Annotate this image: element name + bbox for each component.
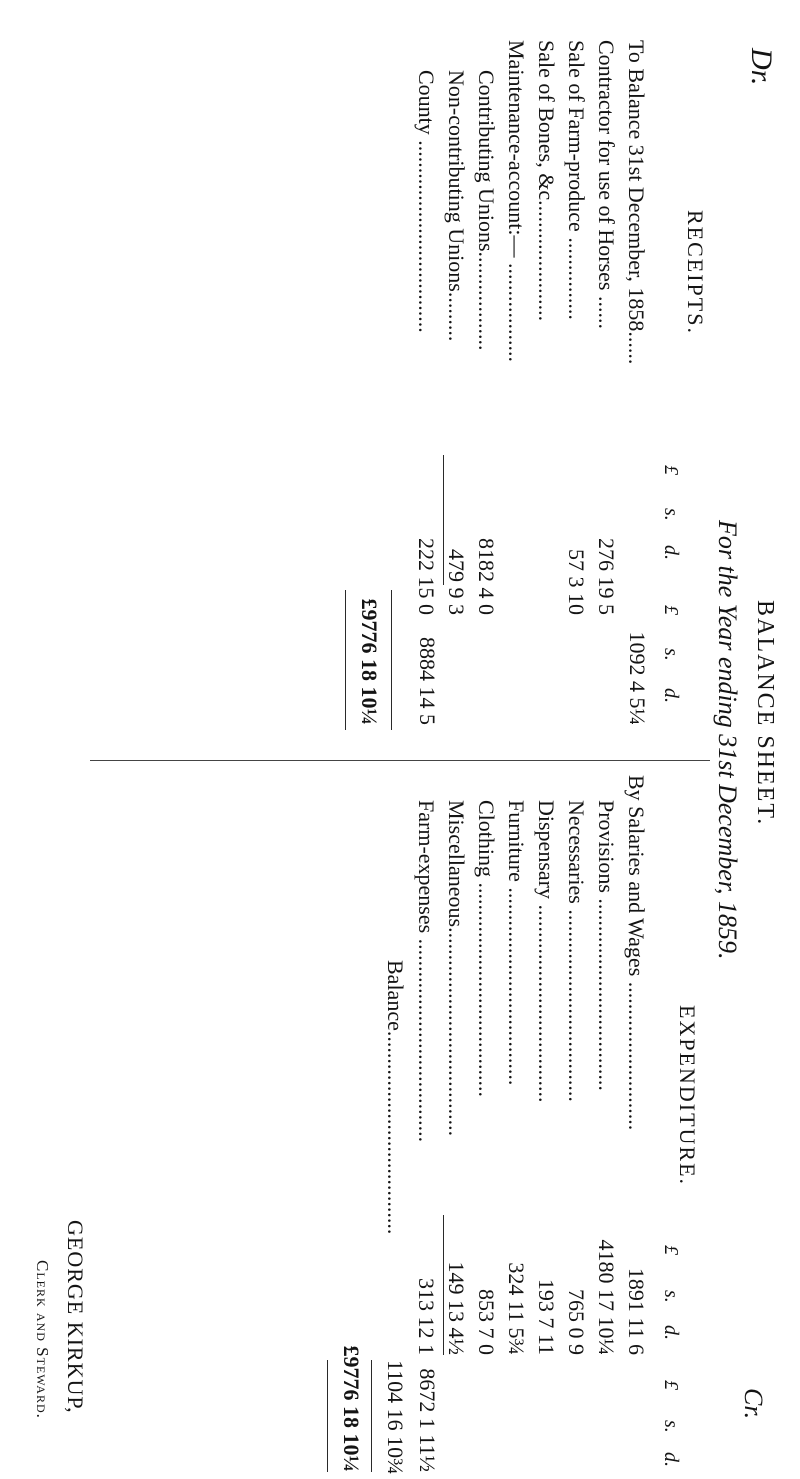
expenditure-heading: EXPENDITURE.: [675, 1005, 700, 1187]
receipts-unit-pounds2: £: [660, 605, 682, 615]
expenditure-row-value: 765 0 9: [564, 1289, 589, 1355]
expenditure-unit-shillings2: s.: [660, 1420, 682, 1433]
expenditure-row-value: 853 7 0: [474, 1289, 499, 1355]
receipts-subtotal: 1092 4 5¼: [625, 631, 650, 725]
receipts-unit-shillings: s.: [660, 508, 682, 521]
expenditure-row-value: 1891 11 6: [624, 1267, 649, 1355]
receipts-row: [502, 40, 530, 740]
expenditure-unit-pence: d.: [660, 1325, 682, 1340]
expenditure-total-rule: [371, 1360, 372, 1472]
balance-value: 1104 16 10¾: [383, 1360, 408, 1475]
receipts-total: £9776 18 10¼: [357, 598, 382, 725]
expenditure-row: [532, 800, 560, 1355]
expenditure-row: [592, 800, 620, 1355]
receipts-row-value: 57 3 10: [564, 549, 589, 615]
expenditure-row: [502, 800, 530, 1355]
receipts-row-value: 222 15 0: [414, 538, 439, 615]
expenditure-unit-pounds2: £: [660, 1380, 682, 1390]
expenditure-row-value: 149 13 4½: [444, 1261, 469, 1355]
expenditure-row-value: 4180 17 10¼: [594, 1239, 619, 1355]
receipts-unit-shillings2: s.: [660, 648, 682, 661]
signature-name: GEORGE KIRKUP,: [63, 1220, 88, 1414]
receipts-heading: RECEIPTS.: [683, 210, 708, 335]
expenditure-unit-pounds: £: [660, 1245, 682, 1255]
receipts-row-label: Contractor for use of Horses ......: [594, 40, 619, 329]
expenditure-row-label: Dispensary ....................................: [534, 800, 559, 1103]
receipts-total-underline: [345, 590, 346, 730]
receipts-total-rule: [391, 590, 392, 730]
expenditure-unit-pence2: d.: [660, 1452, 682, 1467]
dr-label: Dr.: [745, 48, 778, 86]
receipts-row-value: 8182 4 0: [474, 538, 499, 615]
expenditure-unit-shillings: s.: [660, 1290, 682, 1303]
receipts-row-label: Maintenance-account:— ..................: [504, 40, 529, 362]
receipts-row: [592, 40, 620, 740]
receipts-row-label: Non-contributing Unions.........: [444, 70, 469, 342]
expenditure-row-value: 324 11 5¾: [504, 1262, 529, 1355]
expenditure-total: £9776 18 10¼: [339, 1345, 364, 1472]
expenditure-row-value: 193 7 11: [534, 1278, 559, 1355]
receipts-row-label: Sale of Farm-produce ...............: [564, 40, 589, 320]
receipts-row: [442, 70, 470, 740]
receipts-row-label: County ...................................: [414, 70, 439, 333]
balance-label: Balance.....................................: [383, 960, 408, 1235]
receipts-row: [562, 40, 590, 740]
receipts-sum-rule: [443, 455, 444, 585]
page-subtitle: For the Year ending 31st December, 1859.: [713, 520, 742, 960]
expenditure-row-label: Miscellaneous......................................: [444, 800, 469, 1137]
expenditure-row-label: Furniture ....................................: [504, 800, 529, 1086]
expenditure-row: [412, 800, 440, 1355]
page-title: BALANCE SHEET.: [752, 600, 778, 827]
cr-label: Cr.: [739, 1388, 768, 1420]
expenditure-row-label: Necessaries ...................................: [564, 800, 589, 1102]
receipts-row-label: Sale of Bones, &c......................: [534, 40, 559, 322]
expenditure-row-label: Farm-expenses .....................................: [414, 800, 439, 1143]
expenditure-row-label: By Salaries and Wages ...........................: [624, 775, 649, 1131]
expenditure-row: [442, 800, 470, 1355]
expenditure-row-label: Provisions ...................................: [594, 800, 619, 1091]
expenditure-row-label: Clothing .......................................: [474, 800, 499, 1098]
receipts-row-label: To Balance 31st December, 1858......: [624, 40, 649, 365]
receipts-unit-pence: d.: [660, 545, 682, 560]
receipts-row: [532, 40, 560, 740]
receipts-unit-pounds: £: [660, 465, 682, 475]
receipts-row: [472, 70, 500, 740]
expenditure-row: [472, 800, 500, 1355]
expenditure-row-value: 313 12 1: [414, 1278, 439, 1355]
section-divider: [90, 760, 710, 761]
receipts-row-label: Contributing Unions..................: [474, 70, 499, 351]
receipts-maintenance-total: 8884 14 5: [415, 637, 440, 725]
receipts-row-value: 276 19 5: [594, 538, 619, 615]
expenditure-total-underline: [327, 1360, 328, 1472]
signature-title: Clerk and Steward.: [33, 1260, 52, 1419]
expenditure-row: [622, 775, 650, 1355]
receipts-row-value: 479 9 3: [444, 549, 469, 615]
receipts-unit-pence2: d.: [660, 688, 682, 703]
expenditure-sum-rule: [443, 1215, 444, 1355]
expenditure-subtotal: 8672 1 11½: [415, 1368, 440, 1472]
expenditure-row: [562, 800, 590, 1355]
